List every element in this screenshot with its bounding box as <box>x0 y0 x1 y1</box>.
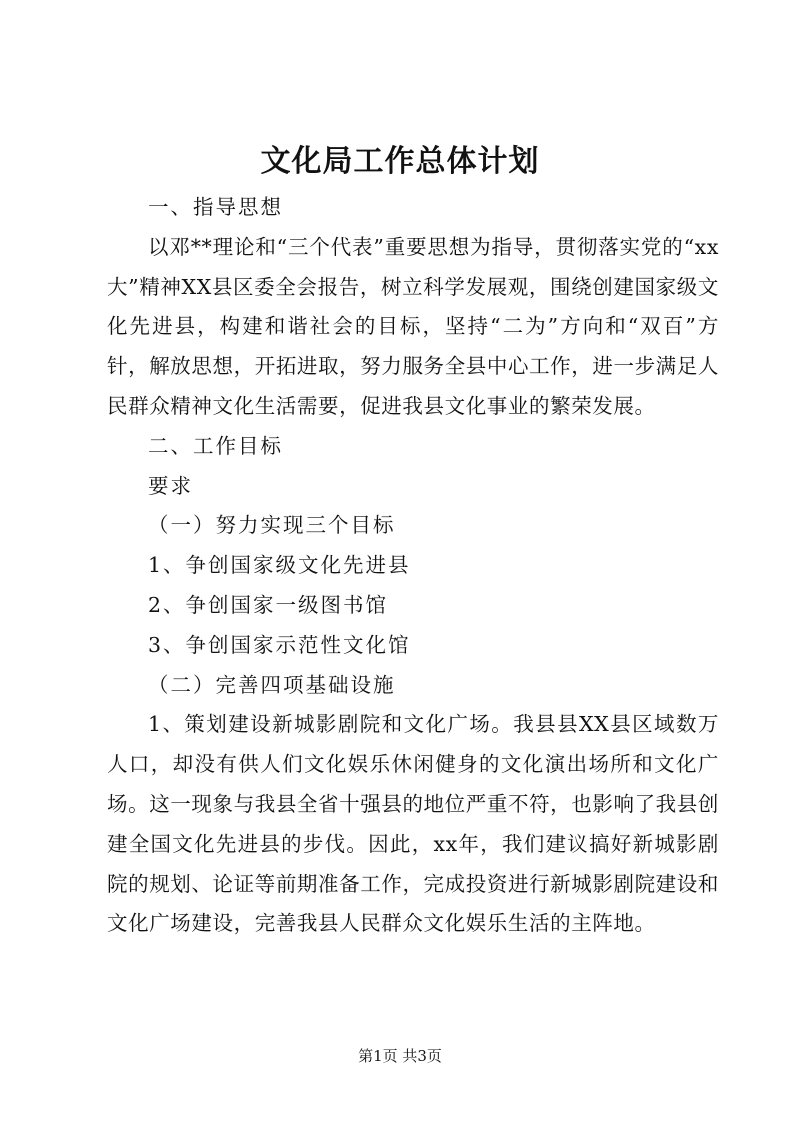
guiding-ideology-paragraph: 以邓**理论和“三个代表”重要思想为指导，贯彻落实党的“xx大”精神XX县区委全会报告，树立科学发展观，围绕创建国家级文化先进县，构建和谐社会的目标，坚持“二为”方向和“双百”方针，解放思想，开拓进取，努力服务全县中心工作，进一步满足人民群众精神文化生活需要，促进我县文化事业的繁荣发展。 <box>107 234 719 418</box>
section-heading-guiding-ideology: 一、指导思想 <box>148 195 283 219</box>
subsection-heading-four-facilities: （二）完善四项基础设施 <box>148 672 396 697</box>
document-title: 文化局工作总体计划 <box>260 144 540 179</box>
page-footer: 第1页 共3页 <box>358 1047 442 1065</box>
section-heading-work-goals: 二、工作目标 <box>148 433 283 458</box>
document-body <box>107 188 719 944</box>
goal-item: 2、争创国家一级图书馆 <box>148 592 389 617</box>
requirement-label: 要求 <box>148 473 193 498</box>
goal-item: 1、争创国家级文化先进县 <box>148 553 411 578</box>
goal-item: 3、争创国家示范性文化馆 <box>148 632 411 657</box>
facility-paragraph: 1、策划建设新城影剧院和文化广场。我县县XX县区域数万人口，却没有供人们文化娱乐休闲健身的文化演出场所和文化广场。这一现象与我县全省十强县的地位严重不符，也影响了我县创建全国文化先进县的步伐。因此，xx年，我们建议搞好新城影剧院的规划、论证等前期准备工作，完成投资进行新城影剧院建设和文化广场建设，完善我县人民群众文化娱乐生活的主阵地。 <box>107 712 719 936</box>
subsection-heading-three-goals: （一）努力实现三个目标 <box>148 513 396 538</box>
